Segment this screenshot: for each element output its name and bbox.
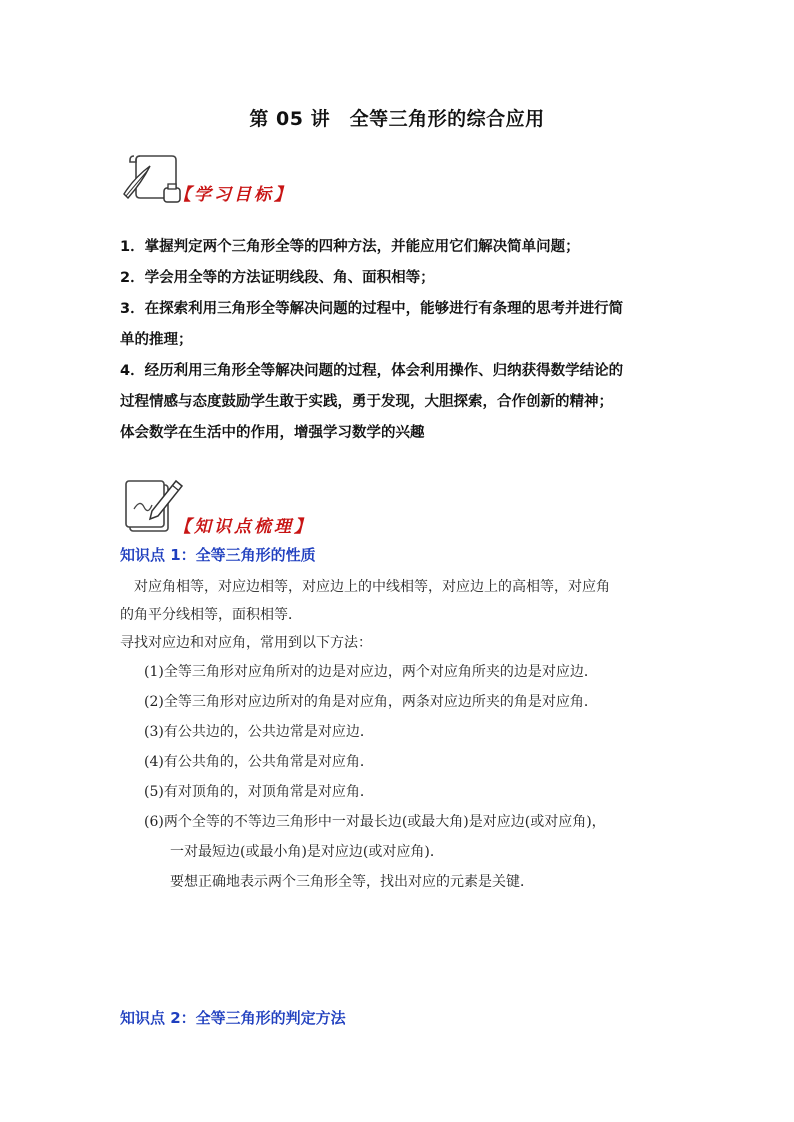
kp1-body (120, 573, 690, 897)
goal-line: 2．学会用全等的方法证明线段、角、面积相等； (120, 270, 435, 286)
knowledge-heading: 【知识点梳理】 (174, 517, 314, 537)
kp1-line: (5)有对顶角的，对顶角常是对应角． (144, 784, 374, 800)
kp1-line: 的角平分线相等，面积相等． (120, 607, 302, 623)
page-title: 第 05 讲 全等三角形的综合应用 (249, 108, 545, 130)
goals-list (120, 232, 680, 449)
goals-badge (120, 148, 294, 208)
kp1-line: 一对最短边(或最小角)是对应边(或对应角)． (170, 844, 444, 860)
kp1-line: (1)全等三角形对应角所对的边是对应边，两个对应角所夹的边是对应边． (144, 664, 598, 680)
goal-line: 体会数学在生活中的作用，增强学习数学的兴趣 (120, 425, 425, 441)
kp1-line: 对应角相等，对应边相等，对应边上的中线相等，对应边上的高相等，对应角 (134, 579, 610, 595)
goal-line: 4．经历利用三角形全等解决问题的过程，体会利用操作、归纳获得数学结论的 (120, 363, 624, 379)
goal-line: 单的推理； (120, 332, 193, 348)
knowledge-badge (122, 474, 314, 537)
kp1-line: 寻找对应边和对应角，常用到以下方法： (120, 635, 372, 651)
kp1-line: (2)全等三角形对应边所对的角是对应角，两条对应边所夹的角是对应角． (144, 694, 598, 710)
kp1-line: (3)有公共边的，公共边常是对应边． (144, 724, 374, 740)
kp2-title: 知识点 2：全等三角形的判定方法 (120, 1009, 346, 1027)
kp1-title: 知识点 1：全等三角形的性质 (120, 546, 316, 564)
goals-heading: 【学习目标】 (174, 184, 294, 205)
goal-line: 3．在探索利用三角形全等解决问题的过程中，能够进行有条理的思考并进行简 (120, 301, 624, 317)
kp1-line: (4)有公共角的，公共角常是对应角． (144, 754, 374, 770)
kp1-line: (6)两个全等的不等边三角形中一对最长边(或最大角)是对应边(或对应角)， (144, 814, 606, 830)
goal-line: 过程情感与态度鼓励学生敢于实践，勇于发现，大胆探索，合作创新的精神； (120, 394, 613, 410)
goal-line: 1．掌握判定两个三角形全等的四种方法，并能应用它们解决简单问题； (120, 239, 580, 255)
kp1-line: 要想正确地表示两个三角形全等，找出对应的元素是关键． (170, 874, 534, 890)
